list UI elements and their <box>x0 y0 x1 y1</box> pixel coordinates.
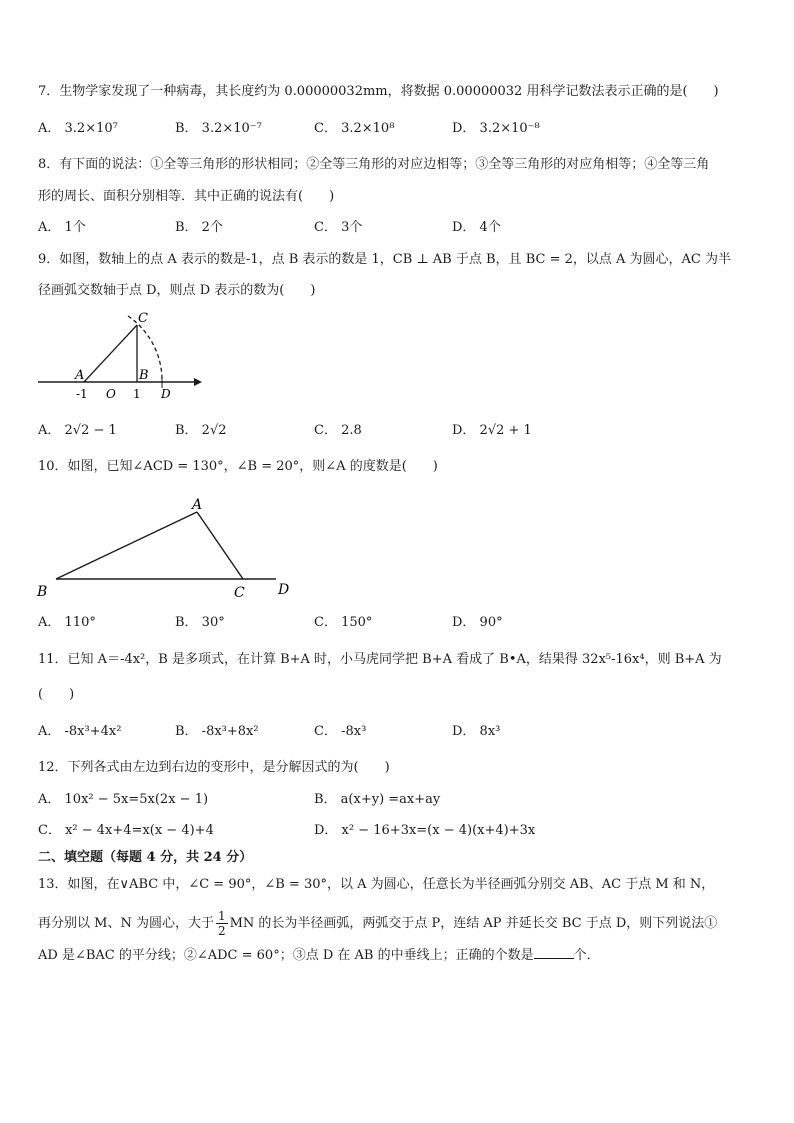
q8-option-a: A． 1个 <box>38 220 86 235</box>
q12-option-b: B． a(x+y) =ax+ay <box>314 792 441 807</box>
q9-option-a: A． 2√2 − 1 <box>38 423 117 438</box>
q8-option-d: D． 4个 <box>452 220 501 235</box>
q10-option-d: D． 90° <box>452 615 503 630</box>
q11-option-a: A． -8x³+4x² <box>38 724 122 739</box>
label-c: C <box>138 311 148 326</box>
q8-stem-line2: 形的周长、面积分别相等．其中正确的说法有( ) <box>38 189 335 204</box>
segment-ac <box>197 512 243 579</box>
q7-stem: 7．生物学家发现了一种病毒，其长度约为 0.00000032mm，将数据 0.00000032 用科学记数法表示正确的是( ) <box>38 84 719 99</box>
q11-option-c: C． -8x³ <box>314 724 367 739</box>
section-heading-fill-in: 二、填空题（每题 4 分，共 24 分） <box>38 850 253 865</box>
q10-stem: 10．如图，已知∠ACD = 130°，∠B = 20°，则∠A 的度数是( ) <box>38 459 438 474</box>
q7-option-c: C． 3.2×10⁸ <box>314 121 395 136</box>
q13-line1: 13．如图，在∨ABC 中，∠C = 90°，∠B = 30°，以 A 为圆心，任意长为半径画弧分别交 AB、AC 于点 M 和 N， <box>38 877 715 892</box>
q8-option-b: B． 2个 <box>175 220 223 235</box>
q13-line3-part2: 个． <box>573 948 600 963</box>
q13-line2-part1: 再分别以 M、N 为圆心，大于 <box>38 916 214 931</box>
q7-option-d: D． 3.2×10⁻⁸ <box>452 121 540 136</box>
q7-option-a: A． 3.2×10⁷ <box>38 121 118 136</box>
q9-stem-line2: 径画弧交数轴于点 D，则点 D 表示的数为( ) <box>38 283 316 298</box>
q13-line3-part1: AD 是∠BAC 的平分线；②∠ADC = 60°；③点 D 在 AB 的中垂线上；正确的个数是 <box>38 948 534 963</box>
q13-line3 <box>38 946 600 965</box>
q9-figure-number-line <box>36 308 206 403</box>
q12-option-d: D． x² − 16+3x=(x − 4)(x+4)+3x <box>314 823 536 838</box>
q9-option-c: C． 2.8 <box>314 423 362 438</box>
q9-option-b: B． 2√2 <box>175 423 227 438</box>
q10-option-a: A． 110° <box>38 615 96 630</box>
q9-option-d: D． 2√2 + 1 <box>452 423 532 438</box>
segment-ac <box>84 325 137 382</box>
label-a: A <box>75 368 85 383</box>
label-one: 1 <box>133 387 141 401</box>
segment-ab <box>56 512 197 579</box>
q10-option-b: B． 30° <box>175 615 225 630</box>
q12-option-a: A． 10x² − 5x=5x(2x − 1) <box>38 792 209 807</box>
q11-stem-line2: ( ) <box>38 687 75 702</box>
label-b: B <box>37 584 48 600</box>
label-d: D <box>161 387 171 401</box>
fraction-numerator: 1 <box>217 909 226 923</box>
q13-line2-part2: MN 的长为半径画弧，两弧交于点 P，连结 AP 并延长交 BC 于点 D，则下列说法① <box>229 916 718 931</box>
q8-stem-line1: 8．有下面的说法：①全等三角形的形状相同；②全等三角形的对应边相等；③全等三角形的对应角相等；④全等三角 <box>38 157 710 172</box>
fraction-denominator: 2 <box>217 924 226 938</box>
answer-blank[interactable] <box>534 946 574 959</box>
label-c: C <box>234 585 245 601</box>
q9-stem-line1: 9．如图，数轴上的点 A 表示的数是-1，点 B 表示的数是 1，CB ⊥ AB 于点 B，且 BC = 2，以点 A 为圆心，AC 为半 <box>38 252 731 267</box>
q10-option-c: C． 150° <box>314 615 373 630</box>
label-o: O <box>106 387 116 401</box>
q13-line2 <box>38 906 717 942</box>
label-neg-one: -1 <box>76 387 88 401</box>
q10-figure-triangle <box>34 492 304 607</box>
label-b: B <box>139 368 149 383</box>
q11-stem-line1: 11．已知 A＝-4x²，B 是多项式，在计算 B+A 时，小马虎同学把 B+A 看成了 B•A，结果得 32x⁵-16x⁴，则 B+A 为 <box>38 652 722 667</box>
axis-arrow-icon <box>194 378 202 386</box>
q11-option-b: B． -8x³+8x² <box>175 724 259 739</box>
q12-option-c: C． x² − 4x+4=x(x − 4)+4 <box>38 823 214 838</box>
q12-stem: 12．下列各式由左边到右边的变形中，是分解因式的为( ) <box>38 760 390 775</box>
q8-option-c: C． 3个 <box>314 220 363 235</box>
q7-option-b: B． 3.2×10⁻⁷ <box>175 121 262 136</box>
label-a: A <box>192 497 203 513</box>
fraction-one-half <box>216 909 228 938</box>
label-d: D <box>278 582 290 598</box>
q11-option-d: D． 8x³ <box>452 724 501 739</box>
